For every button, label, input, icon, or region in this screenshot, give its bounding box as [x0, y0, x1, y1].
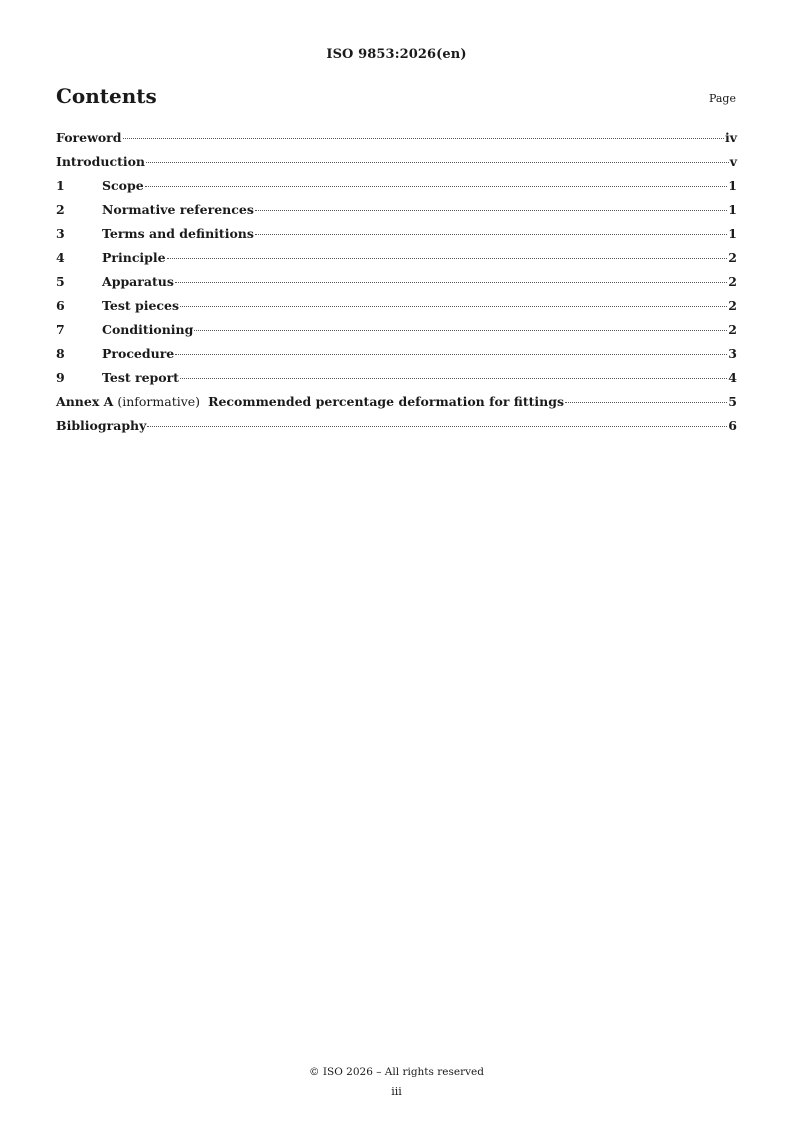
- toc-entry-principle[interactable]: [56, 249, 737, 273]
- toc-entry-page: 1: [728, 226, 737, 241]
- toc-entry-title: Terms and definitions: [102, 226, 254, 241]
- toc-leader-dots: [145, 186, 728, 187]
- toc-entry-test-pieces[interactable]: [56, 297, 737, 321]
- table-of-contents: [56, 129, 737, 441]
- toc-entry-page: 2: [728, 274, 737, 289]
- toc-entry-terms-and-definitions[interactable]: [56, 225, 737, 249]
- toc-leader-dots: [255, 234, 727, 235]
- toc-entry-conditioning[interactable]: [56, 321, 737, 345]
- toc-leader-dots: [565, 402, 727, 403]
- toc-entry-title: Bibliography: [56, 418, 147, 433]
- toc-entry-title: Conditioning: [102, 322, 194, 337]
- toc-entry-apparatus[interactable]: [56, 273, 737, 297]
- toc-entry-page: 1: [728, 178, 737, 193]
- toc-entry-page: iv: [724, 130, 737, 145]
- toc-entry-number: 6: [56, 298, 65, 313]
- toc-leader-dots: [146, 162, 729, 163]
- toc-entry-introduction[interactable]: [56, 153, 737, 177]
- toc-entry-title: Normative references: [102, 202, 254, 217]
- toc-entry-title: Test pieces: [102, 298, 180, 313]
- toc-entry-test-report[interactable]: [56, 369, 737, 393]
- toc-entry-title: Principle: [102, 250, 166, 265]
- toc-entry-title: Apparatus: [102, 274, 174, 289]
- toc-entry-bibliography[interactable]: [56, 417, 737, 441]
- toc-entry-number: 1: [56, 178, 65, 193]
- toc-entry-annex-a[interactable]: [56, 393, 737, 417]
- contents-heading: Contents: [56, 84, 157, 108]
- toc-entry-title: Scope: [102, 178, 144, 193]
- toc-annex-type: (informative): [117, 394, 201, 409]
- toc-leader-dots: [175, 354, 727, 355]
- toc-leader-dots: [175, 282, 727, 283]
- toc-leader-dots: [180, 306, 727, 307]
- toc-entry-page: 2: [728, 322, 737, 337]
- toc-entry-page: 6: [728, 418, 737, 433]
- toc-entry-number: 7: [56, 322, 65, 337]
- toc-leader-dots: [167, 258, 728, 259]
- toc-entry-procedure[interactable]: [56, 345, 737, 369]
- toc-entry-page: v: [729, 154, 737, 169]
- toc-leader-dots: [194, 330, 727, 331]
- toc-entry-title: Procedure: [102, 346, 175, 361]
- toc-entry-number: 8: [56, 346, 65, 361]
- toc-entry-scope[interactable]: [56, 177, 737, 201]
- toc-entry-number: 9: [56, 370, 65, 385]
- toc-entry-page: 4: [728, 370, 737, 385]
- toc-entry-page: 2: [728, 250, 737, 265]
- toc-entry-number: 5: [56, 274, 65, 289]
- toc-entry-number: 4: [56, 250, 65, 265]
- toc-entry-page: 5: [728, 394, 737, 409]
- toc-entry-title: Introduction: [56, 154, 146, 169]
- page-column-label: Page: [708, 92, 736, 105]
- page-number: iii: [391, 1085, 402, 1098]
- toc-entry-normative-references[interactable]: [56, 201, 737, 225]
- toc-annex-label: Annex A: [56, 394, 114, 409]
- toc-entry-title: Test report: [102, 370, 179, 385]
- toc-entry-foreword[interactable]: [56, 129, 737, 153]
- toc-leader-dots: [123, 138, 724, 139]
- document-id-header: ISO 9853:2026(en): [326, 47, 467, 62]
- toc-entry-number: 2: [56, 202, 65, 217]
- toc-leader-dots: [255, 210, 727, 211]
- toc-leader-dots: [180, 378, 727, 379]
- toc-annex-title: Recommended percentage deformation for fittings: [208, 394, 565, 409]
- toc-entry-page: 3: [728, 346, 737, 361]
- copyright-footer: © ISO 2026 – All rights reserved: [309, 1066, 484, 1078]
- toc-entry-number: 3: [56, 226, 65, 241]
- toc-entry-page: 2: [728, 298, 737, 313]
- toc-leader-dots: [147, 426, 727, 427]
- toc-entry-title: Foreword: [56, 130, 122, 145]
- toc-entry-page: 1: [728, 202, 737, 217]
